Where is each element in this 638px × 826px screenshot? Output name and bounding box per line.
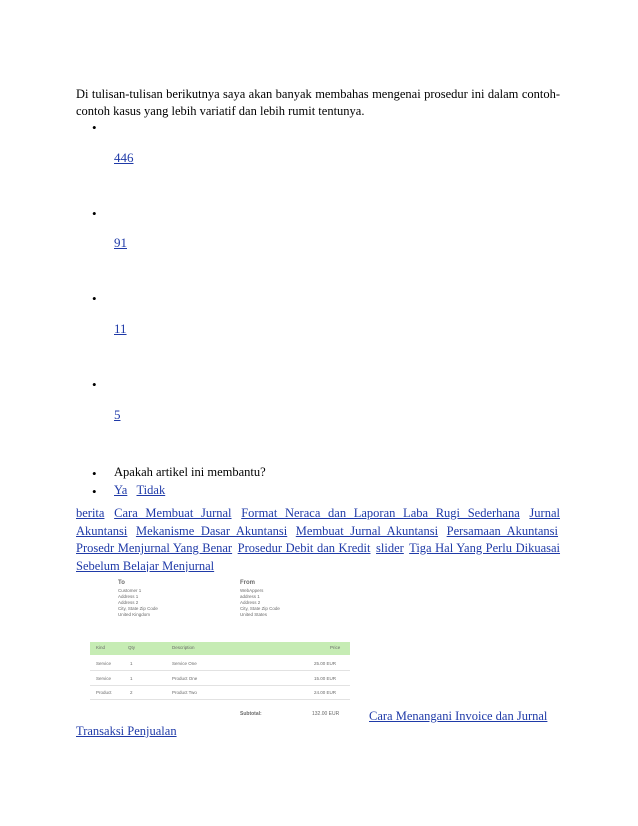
list-bullet: • <box>92 377 97 392</box>
list-bullet: • <box>92 484 97 499</box>
tag-link[interactable]: Prosedr Menjurnal Yang Benar <box>76 541 233 555</box>
tag-link[interactable]: Format Neraca dan Laporan Laba Rugi Sederhana <box>241 506 520 520</box>
invoice-subtotal-value: 132.00 EUR <box>312 711 340 717</box>
invoice-cell: Product One <box>172 676 198 681</box>
related-article-link-continued[interactable]: Transaksi Penjualan <box>76 724 177 738</box>
invoice-header-cell: Kind <box>96 645 106 650</box>
invoice-cell: Service <box>96 661 112 666</box>
invoice-to-line: Address 2 <box>118 600 139 605</box>
invoice-cell: 1 <box>130 676 133 681</box>
share-count-1[interactable]: 446 <box>114 150 134 165</box>
tag-link[interactable]: Jurnal Akuntansi <box>76 506 560 538</box>
row-divider <box>90 699 350 700</box>
invoice-cell: Service <box>96 676 112 681</box>
tag-link[interactable]: berita <box>76 506 105 520</box>
list-bullet: • <box>92 291 97 306</box>
share-count-2[interactable]: 91 <box>114 235 127 250</box>
invoice-to-label: To <box>118 580 125 586</box>
invoice-header-cell: Description <box>172 645 195 650</box>
tag-link[interactable]: Persamaan Akuntansi <box>446 523 559 538</box>
invoice-to-line: City, State Zip Code <box>118 606 158 611</box>
invoice-thumbnail[interactable] <box>90 572 352 722</box>
invoice-from-line: WebAppers <box>240 588 264 593</box>
tag-link[interactable]: Membuat Jurnal Akuntansi <box>295 523 439 538</box>
invoice-to-line: Address 1 <box>118 594 139 599</box>
invoice-cell: 25.00 EUR <box>314 661 337 666</box>
invoice-from-line: City, State Zip Code <box>240 606 280 611</box>
list-bullet: • <box>92 466 97 481</box>
related-article-link[interactable]: Cara Menangani Invoice dan Jurnal <box>369 709 548 723</box>
list-bullet: • <box>92 206 97 221</box>
invoice-from-line: address 1 <box>240 594 260 599</box>
invoice-cell: Product Two <box>172 690 197 695</box>
invoice-to-line: Customer 1 <box>118 588 142 593</box>
list-bullet: • <box>92 120 97 135</box>
tag-link[interactable]: Prosedur Debit dan Kredit <box>237 541 371 555</box>
tag-link[interactable]: Tiga Hal Yang Perlu Dikuasai Sebelum Belajar Menjurnal <box>76 541 561 573</box>
invoice-cell: 1 <box>130 661 133 666</box>
invoice-from-label: From <box>240 580 255 586</box>
invoice-cell: Service One <box>172 661 197 666</box>
row-divider <box>90 685 350 686</box>
invoice-from-line: United States <box>240 612 268 617</box>
invoice-to-line: United Kingdom <box>118 612 151 617</box>
tag-link[interactable]: Cara Membuat Jurnal <box>114 506 232 520</box>
invoice-cell: 15.00 EUR <box>314 676 337 681</box>
tag-link[interactable]: slider <box>376 541 404 555</box>
tag-list <box>76 505 560 575</box>
feedback-no-link[interactable]: Tidak <box>136 483 166 497</box>
share-count-3[interactable]: 11 <box>114 321 127 336</box>
invoice-header-cell: Price <box>330 645 341 650</box>
invoice-subtotal-label: Subtotal: <box>240 711 262 717</box>
tag-link[interactable]: Mekanisme Dasar Akuntansi <box>135 523 288 538</box>
feedback-question: Apakah artikel ini membantu? <box>114 465 266 479</box>
intro-paragraph: Di tulisan-tulisan berikutnya saya akan banyak membahas mengenai prosedur ini dalam contoh-contoh kasus yang lebih variatif dan lebih rumit tentunya. <box>76 86 560 118</box>
invoice-cell: Product <box>96 690 112 695</box>
share-count-4[interactable]: 5 <box>114 407 121 422</box>
invoice-from-line: Address 2 <box>240 600 261 605</box>
feedback-yes-link[interactable]: Ya <box>114 483 128 497</box>
invoice-header-cell: Qty <box>128 645 136 650</box>
invoice-cell: 24.00 EUR <box>314 690 337 695</box>
row-divider <box>90 670 350 671</box>
invoice-cell: 2 <box>130 690 133 695</box>
